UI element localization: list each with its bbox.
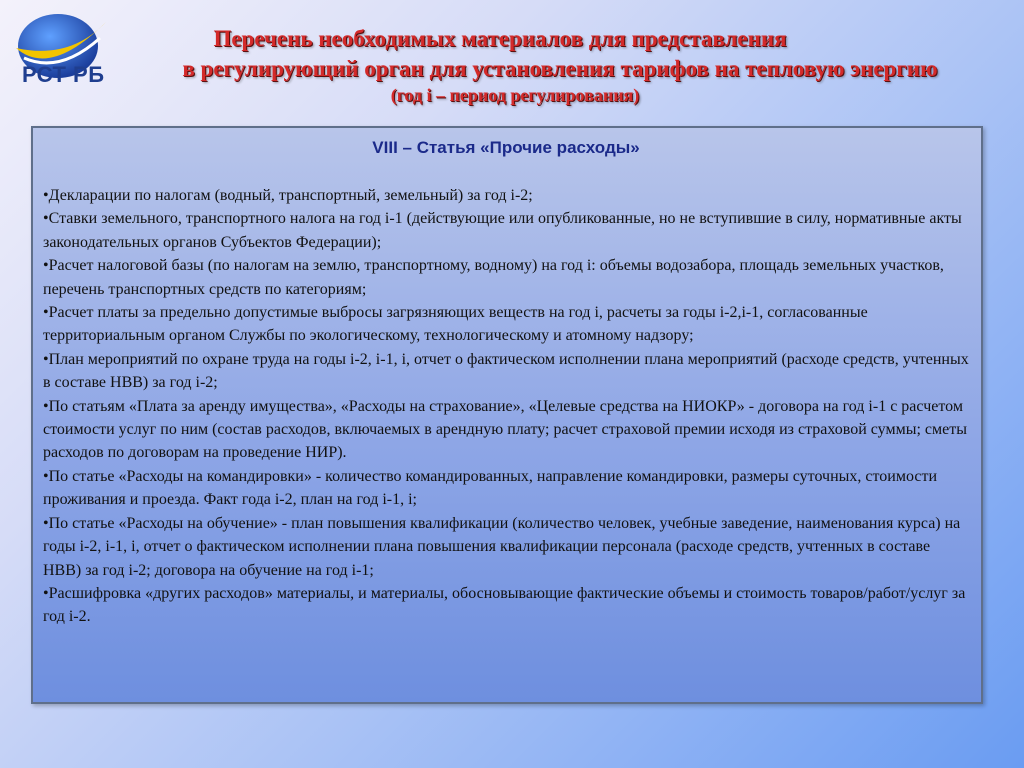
title-line-3: (год i – период регулирования) (390, 85, 640, 105)
requirements-list (43, 184, 969, 629)
list-item: •Расчет платы за предельно допустимые выбросы загрязняющих веществ на год i, расчеты за годы i-2,i-1, согласованные территориальным органом Службы по экологическому, технологическому и атомному надзору; (43, 304, 868, 345)
list-item: •Расчет налоговой базы (по налогам на землю, транспортному, водному) на год i: объемы водозабора, площадь земельных участков, перечень транспортных средств по категориям; (43, 257, 944, 298)
list-item: •По статье «Расходы на обучение» - план повышения квалификации (количество человек, учебные заведение, наименования курса) на годы i-2, i-1, i, отчет о фактическом исполнении плана повышения квалификации персонала (расходе средств, учтенных в составе НВВ) за год i-2; договора на обучение на год i-1; (43, 514, 961, 579)
logo-text: РСТ РБ (22, 62, 105, 87)
title-line-1: Перечень необходимых материалов для представления (213, 26, 787, 51)
title-line-2: в регулирующий орган для установления тарифов на тепловую энергию (182, 56, 938, 81)
list-item: •Расшифровка «других расходов» материалы, и материалы, обосновывающие фактические объемы и стоимость товаров/работ/услуг за год i-2. (43, 584, 966, 626)
panel-heading: VIII – Статья «Прочие расходы» (372, 138, 640, 157)
list-item: •Ставки земельного, транспортного налога на год i-1 (действующие или опубликованные, но не вступившие в силу, нормативные акты законодательных органов Субъектов Федерации); (43, 210, 962, 251)
list-item: •План мероприятий по охране труда на годы i-2, i-1, i, отчет о фактическом исполнении плана мероприятий (расходе средств, учтенных в составе НВВ) за год i-2; (43, 350, 969, 392)
list-item: •По статье «Расходы на командировки» - количество командированных, направление командировки, размеры суточных, стоимости проживания и проезда. Факт года i-2, план на год i-1, i; (43, 467, 938, 509)
list-item: •По статьям «Плата за аренду имущества», «Расходы на страхование», «Целевые средства на НИОКР» - договора на год i-1 с расчетом стоимости услуг по ним (состав расходов, включаемых в арендную плату; расчет страховой премии исходя из страховой суммы; сметы расходов по договорам на проведение НИР). (43, 397, 967, 462)
list-item: •Декларации по налогам (водный, транспортный, земельный) за год i-2; (43, 187, 533, 204)
page-title (110, 24, 1010, 106)
content-panel (31, 126, 983, 704)
